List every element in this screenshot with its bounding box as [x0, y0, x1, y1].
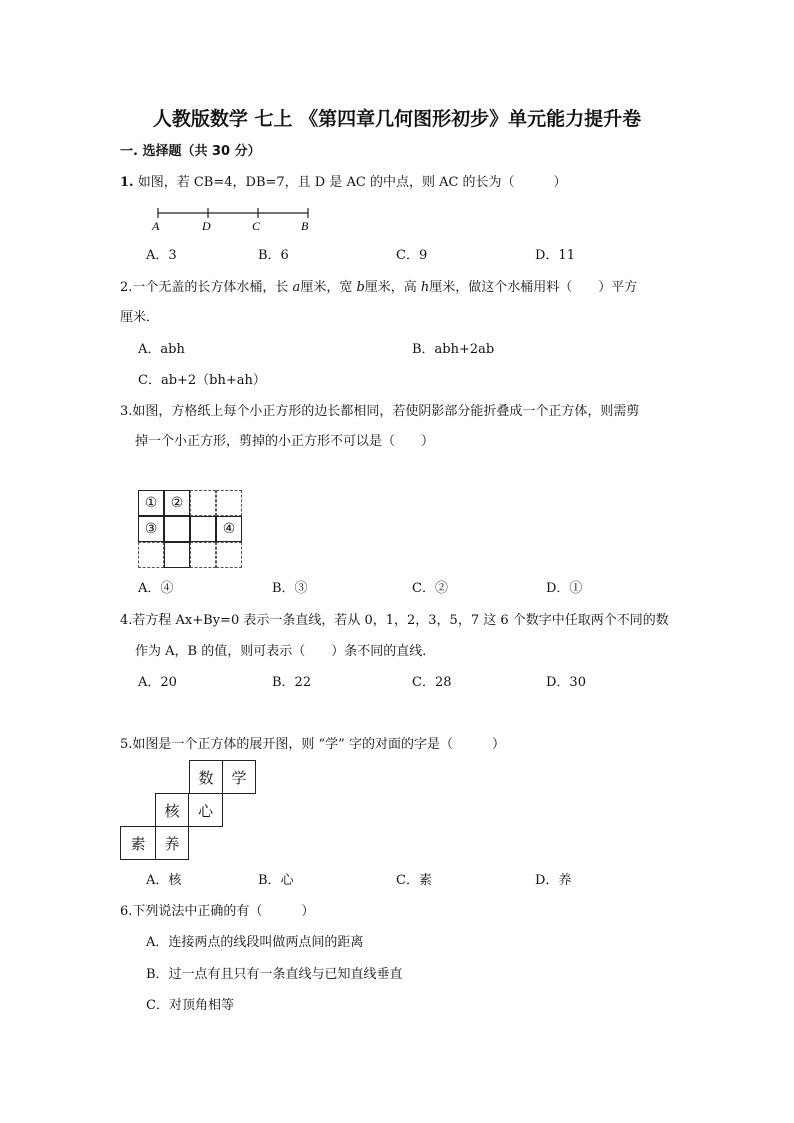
q3-option-b: B．③	[272, 581, 308, 596]
grid-cell-3: ③	[138, 516, 164, 542]
q4-option-a: A．20	[138, 675, 177, 690]
net-face-shu: 数	[189, 760, 223, 794]
empty-cell	[216, 542, 242, 568]
cube-net-grid	[138, 490, 242, 568]
q4-option-b: B．22	[272, 675, 312, 690]
q3-option-c: C．②	[412, 581, 448, 596]
empty-cell	[190, 542, 216, 568]
cube-net-figure	[120, 760, 255, 861]
question-6-text: 6.下列说法中正确的有（ ）	[120, 904, 315, 919]
empty-cell	[138, 542, 164, 568]
q1-option-c: C．9	[396, 248, 428, 263]
q2-text-part: 厘米，高	[364, 280, 421, 295]
empty-cell	[190, 490, 216, 516]
question-3-line-1: 3.如图，方格纸上每个小正方形的边长都相同，若使阴影部分能折叠成一个正方体，则需剪	[120, 404, 640, 419]
q2-option-b: B．abh+2ab	[412, 342, 495, 357]
grid-cell	[164, 542, 190, 568]
q6-item-b: B．过一点有且只有一条直线与已知直线垂直	[146, 967, 403, 982]
q6-item-c: C．对顶角相等	[146, 998, 234, 1013]
page-title: 人教版数学 七上 《第四章几何图形初步》单元能力提升卷	[152, 108, 642, 130]
line-segment-figure	[150, 204, 320, 234]
grid-cell	[164, 516, 190, 542]
net-face-su: 素	[120, 826, 156, 860]
q2-var-b: b	[356, 280, 365, 295]
question-3-line-2: 掉一个小正方形，剪掉的小正方形不可以是（ ）	[135, 434, 435, 449]
grid-cell-2: ②	[164, 490, 190, 516]
q2-option-c: C．ab+2（bh+ah）	[138, 373, 266, 388]
grid-cell-1: ①	[138, 490, 164, 516]
q1-option-d: D．11	[535, 248, 575, 263]
question-1-number: 1.	[120, 175, 134, 190]
question-1-text: 如图，若 CB=4，DB=7，且 D 是 AC 的中点，则 AC 的长为（ ）	[137, 175, 567, 190]
q2-option-a: A．abh	[138, 342, 185, 357]
q4-option-c: C．28	[412, 675, 452, 690]
question-2-line-1	[120, 279, 637, 297]
point-label-a: A	[152, 219, 160, 233]
question-4-line-1: 4.若方程 Ax+By=0 表示一条直线，若从 0，1，2，3，5，7 这 6 个数字中任取两个不同的数	[120, 613, 669, 628]
q2-var-a: a	[292, 280, 301, 295]
q2-text-part: 2.一个无盖的长方体水桶，长	[120, 280, 293, 295]
net-face-xue: 学	[222, 760, 256, 794]
q2-var-h: h	[420, 280, 430, 295]
section-heading: 一. 选择题（共 30 分）	[120, 144, 261, 159]
point-label-c: C	[252, 219, 261, 233]
q1-option-a: A．3	[146, 248, 177, 263]
empty-cell	[216, 490, 242, 516]
point-label-b: B	[301, 219, 309, 233]
question-2-line-2: 厘米．	[120, 310, 160, 325]
question-4-line-2: 作为 A，B 的值，则可表示（ ）条不同的直线．	[135, 644, 436, 659]
q6-item-a: A．连接两点的线段叫做两点间的距离	[146, 935, 364, 950]
q2-text-part: 厘米，做这个水桶用料（ ）平方	[429, 280, 638, 295]
q3-option-d: D．①	[546, 581, 583, 596]
grid-cell-4: ④	[216, 516, 242, 542]
q5-option-d: D．养	[535, 873, 572, 888]
q2-text-part: 厘米，宽	[300, 280, 357, 295]
q1-option-b: B．6	[258, 248, 289, 263]
q5-option-b: B．心	[258, 873, 294, 888]
net-face-yang: 养	[155, 826, 189, 860]
net-face-xin: 心	[188, 793, 223, 827]
q5-option-c: C．素	[396, 873, 432, 888]
net-face-he: 核	[155, 793, 189, 827]
q4-option-d: D．30	[546, 675, 586, 690]
question-1	[120, 174, 567, 192]
q3-option-a: A．④	[138, 581, 174, 596]
q5-option-a: A．核	[146, 873, 182, 888]
grid-cell	[190, 516, 216, 542]
point-label-d: D	[202, 219, 211, 233]
question-5-text: 5.如图是一个正方体的展开图，则 “学” 字的对面的字是（ ）	[120, 737, 505, 752]
